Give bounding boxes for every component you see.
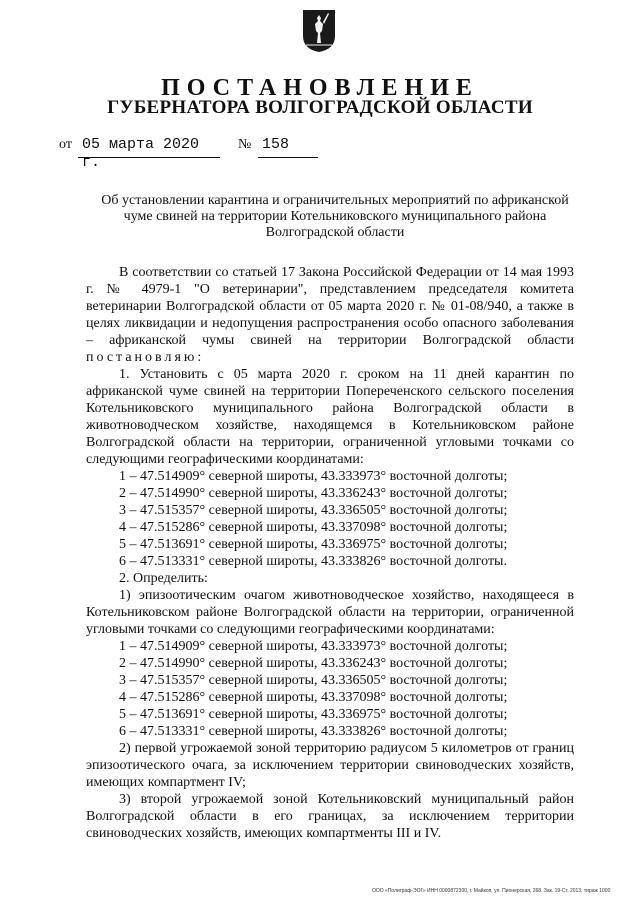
coat-of-arms-emblem [302, 9, 336, 53]
document-heading: Об установлении карантина и ограничительных мероприятий по африканской чуме свиней на территории Котельниковского муниципального района Волгоградской области [101, 193, 569, 240]
coordinate-line: 4 – 47.515286° северной широты, 43.337098° восточной долготы; [119, 690, 508, 705]
coordinate-line: 3 – 47.515357° северной широты, 43.336505° восточной долготы; [119, 503, 508, 518]
document-subtitle: ГУБЕРНАТОРА ВОЛГОГРАДСКОЙ ОБЛАСТИ [107, 97, 533, 118]
coordinate-line: 2 – 47.514990° северной широты, 43.336243° восточной долготы; [119, 656, 508, 671]
number-label: № [238, 137, 252, 152]
item2-title: 2. Определить: [119, 571, 208, 586]
coordinate-line: 5 – 47.513691° северной широты, 43.336975° восточной долготы; [119, 707, 508, 722]
coordinate-line: 3 – 47.515357° северной широты, 43.336505° восточной долготы; [119, 673, 508, 688]
coordinate-line: 6 – 47.513331° северной широты, 43.333826° восточной долготы. [119, 554, 507, 569]
coordinate-line: 2 – 47.514990° северной широты, 43.336243° восточной долготы; [119, 486, 508, 501]
item2-sub3-paragraph: 3) второй угрожаемой зоной Котельниковский муниципальный район Волгоградской области в его границах, за исключением территории свиноводческих хозяйств, имеющих компартменты III и IV. [86, 792, 574, 841]
preamble-paragraph [86, 264, 574, 366]
item2-sub1-paragraph: 1) эпизоотическим очагом животноводческое хозяйство, находящееся в Котельниковском районе Волгоградской области на территории, ограниченной угловыми точками со следующими географическими координатами: [86, 588, 574, 637]
printer-imprint: ООО «Полиграф-ЭОГ» ИНН 0000872300, г. Майкоп, ул. Пионерская, 268. Зак. 19-Ст. 2013, тираж 1000 [372, 888, 611, 894]
preamble-text: В соответствии со статьей 17 Закона Российской Федерации от 14 мая 1993 г. № 4979-1 "О ветеринарии", представлением председателя комитета ветеринарии Волгоградской области от 05 марта 2020 г. № 01-08/940, а также в целях ликвидации и недопущения распространения особо опасного заболевания – африканской чумы свиней на территории Волгоградской области [86, 265, 574, 348]
document-title: ПОСТАНОВЛЕНИЕ [161, 75, 479, 101]
document-body [86, 264, 574, 842]
document-date: 05 марта 2020 г. [78, 136, 220, 158]
coordinate-line: 1 – 47.514909° северной широты, 43.333973° восточной долготы; [119, 639, 508, 654]
decree-word: постановляю: [86, 350, 205, 365]
date-label: от [59, 137, 72, 152]
coordinate-line: 5 – 47.513691° северной широты, 43.336975° восточной долготы; [119, 537, 508, 552]
coordinate-line: 4 – 47.515286° северной широты, 43.337098° восточной долготы; [119, 520, 508, 535]
document-number: 158 [258, 136, 318, 158]
item1-paragraph: 1. Установить с 05 марта 2020 г. сроком на 11 дней карантин по африканской чуме свиней на территории Попереченского сельского поселения Котельниковского муниципального района Волгоградской области в животноводческом хозяйстве, находящемся в Котельниковском районе Волгоградской области на территории, ограниченной угловыми точками со следующими географическими координатами: [86, 367, 574, 467]
coordinate-line: 1 – 47.514909° северной широты, 43.333973° восточной долготы; [119, 469, 508, 484]
item2-sub2-paragraph: 2) первой угрожаемой зоной территорию радиусом 5 километров от границ эпизоотического очага, за исключением территории свиноводческих хозяйств, имеющих компартмент IV; [86, 741, 574, 790]
coordinate-line: 6 – 47.513331° северной широты, 43.333826° восточной долготы; [119, 724, 508, 739]
